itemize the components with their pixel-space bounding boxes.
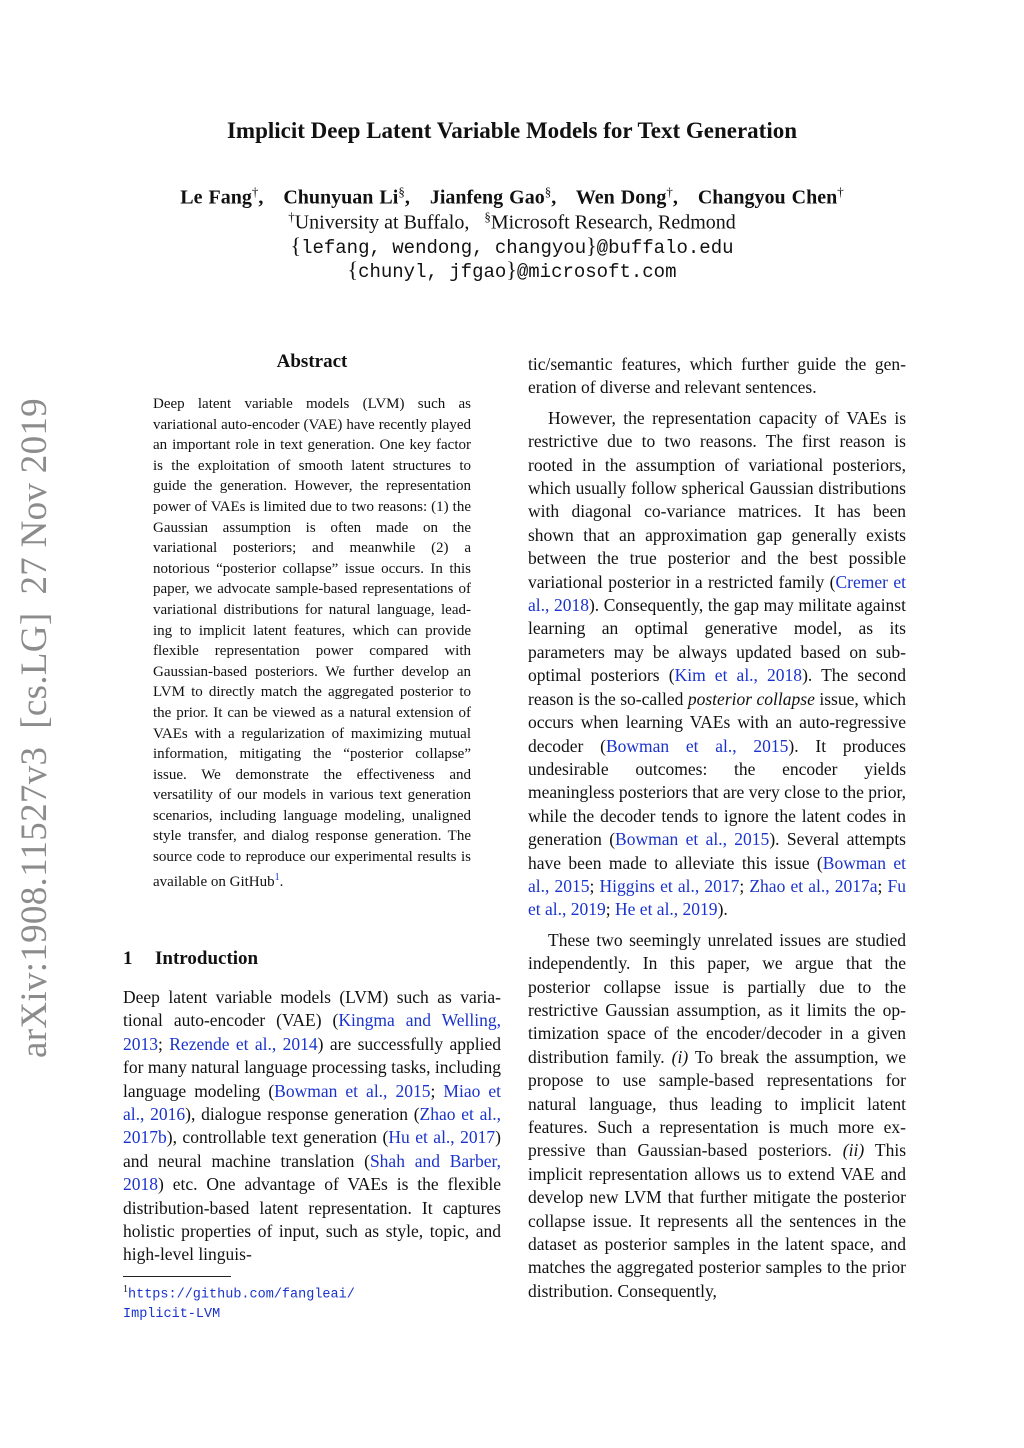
punctuation: . <box>279 873 284 890</box>
text: ; <box>430 1080 444 1101</box>
text: This implicit representation allows us to extend VAE and develop new LVM that further mitigate the posterior collapse issue. It represents all the sentences in the dataset as posterior samples in the latent space, and matches the aggregated posterior samples to the prior distribution. Consequently, <box>528 1140 907 1301</box>
citation-link[interactable]: Shah and Barber, 2018 <box>123 1150 501 1195</box>
citation-link[interactable]: He et al., 2019 <box>615 899 718 920</box>
affiliation-mark: † <box>288 209 295 224</box>
affiliation-name: University at Buffalo, <box>294 211 470 234</box>
citation-link[interactable]: Miao et al., 2016 <box>123 1080 501 1125</box>
email-users: lefang, wendong, changyou <box>301 237 587 259</box>
text: To break the assumption, we propose to use sample-based representations for natural language, thus leading to implicit latent features. Such a representation is much more expressive than Gaussian-based posteriors. <box>528 1046 906 1161</box>
citation-link[interactable]: Zhao et al., 2017b <box>123 1104 501 1148</box>
text: ) and neural machine translation ( <box>123 1127 501 1171</box>
email-users: chunyl, jfgao <box>358 261 507 283</box>
text: ) etc. One advantage of VAEs is the flexible distribution-based latent representation. It captures holistic properties of input, such as style, topic, and high-level linguis- <box>123 1174 501 1265</box>
affiliation-mark: † <box>251 184 259 199</box>
section-heading <box>123 948 258 970</box>
citation-link[interactable]: Fu et al., 2019 <box>528 875 906 920</box>
author-name: Chunyuan Li <box>283 186 399 209</box>
affiliation-mark: † <box>837 184 844 199</box>
separator: , <box>404 186 410 209</box>
affiliation-mark: § <box>398 184 405 199</box>
citation-link[interactable]: Higgins et al., 2017 <box>599 875 740 896</box>
affiliation-name: Microsoft Research, Redmond <box>490 211 736 234</box>
text: ; <box>158 1033 170 1054</box>
paragraph <box>528 929 906 1304</box>
separator: , <box>672 186 678 209</box>
citation-link[interactable]: Bowman et al., 2015 <box>615 829 770 850</box>
text: Deep latent variable models (LVM) such as variational auto-encoder (VAE) ( <box>123 987 501 1031</box>
author-list <box>0 184 1024 210</box>
citation-link[interactable]: Kim et al., 2018 <box>674 665 803 686</box>
citation-link[interactable]: Bowman et al., 2015 <box>274 1080 431 1101</box>
footnote-mark: 1 <box>123 1284 128 1295</box>
right-column <box>528 353 906 1310</box>
emphasis: (i) <box>671 1046 689 1067</box>
brace: } <box>586 233 597 258</box>
text: issue, which occurs when learning VAEs with an auto-regressive decoder ( <box>528 688 907 756</box>
citation-link[interactable]: Bowman et al., 2015 <box>528 852 906 896</box>
text: ) are successfully applied for many natural language processing tasks, including language modeling ( <box>123 1033 501 1101</box>
citation-link[interactable]: Zhao et al., 2017a <box>749 875 878 896</box>
text: ; <box>589 875 600 896</box>
text: ; <box>605 899 616 920</box>
arxiv-category: [cs.LG] <box>14 612 55 729</box>
affiliation-mark: § <box>544 184 552 199</box>
abstract-text: Deep latent variable models (LVM) such as variational auto-encoder (VAE) have recently played an important role in text generation. One key factor is the exploitation of smooth latent structures to guide the generation. However, the representation power of VAEs is limited due to two reasons: (1) the Gaussian assumption is often made on the variational posteriors; and meanwhile (2) a notorious “posterior collapse” issue occurs. In this paper, we advocate sample-based representations of variational distributions for natural language, leading to implicit latent features, which can provide flexible representation power compared with Gaussian-based posteriors. We further develop an LVM to directly match the aggregated posterior to the prior. It can be viewed as a natural extension of VAEs with a regularization of maximizing mutual information, mitigating the “posterior collapse” issue. We demonstrate the effectiveness and versatility of our models in various text generation scenarios, including language modeling, unaligned style transfer, and dialog response generation. The source code to reproduce our experimental results is available on GitHub <box>153 396 471 890</box>
text: ; <box>877 875 888 896</box>
text: ). <box>717 899 728 920</box>
citation-link[interactable]: Rezende et al., 2014 <box>169 1033 318 1054</box>
abstract-body <box>153 394 471 892</box>
abstract-heading: Abstract <box>276 351 348 372</box>
arxiv-date: 27 Nov 2019 <box>14 398 55 595</box>
footnote-url[interactable]: Implicit-LVM <box>123 1306 221 1322</box>
paper-title: Implicit Deep Latent Variable Models for Text Generation <box>226 118 798 143</box>
email-domain: @buffalo.edu <box>596 237 734 259</box>
text: ), dialogue response generation ( <box>185 1104 420 1125</box>
brace: } <box>506 257 517 282</box>
author-name: Changyou Chen <box>697 186 838 209</box>
intro-paragraph <box>123 986 501 1267</box>
emphasis: (ii) <box>842 1140 865 1161</box>
brace: { <box>290 233 302 258</box>
text: ). Several attempts have been made to alleviate this issue ( <box>528 829 906 873</box>
paragraph <box>528 353 906 400</box>
footnote-rule <box>123 1276 231 1277</box>
email-line <box>0 257 1024 283</box>
separator: , <box>258 186 264 209</box>
author-name: Le Fang <box>180 186 252 209</box>
text: ), controllable text generation ( <box>166 1127 389 1148</box>
section-number: 1 <box>123 948 133 969</box>
text: ). The second reason is the so-called <box>528 665 906 709</box>
footnote <box>123 1280 501 1324</box>
separator: , <box>551 186 557 209</box>
author-name: Jianfeng Gao <box>429 186 545 209</box>
citation-link[interactable]: Bowman et al., 2015 <box>605 735 789 756</box>
footnote-ref[interactable]: 1 <box>274 871 280 883</box>
text: ). Consequently, the gap may militate against learning an optimal generative model, as its parameters may be always updated based on sub-optimal posteriors ( <box>528 595 906 686</box>
affiliations <box>0 209 1024 235</box>
affiliation-mark: † <box>666 184 673 199</box>
text: However, the representation capacity of VAEs is restrictive due to two reasons. The first reason is rooted in the assumption of variational posteriors, which usually follow spherical Gaussian distributions with diagonal co-variance matrices. It has been shown that an approximation gap generally exists between the true posterior and the best possible variational posterior in a restricted family ( <box>528 407 906 592</box>
affiliation-mark: § <box>484 209 491 224</box>
paragraph <box>528 407 906 922</box>
text: ). It produces undesirable outcomes: the encoder yields meaningless posteriors that are very close to the prior, while the decoder tends to ignore the latent codes in generation ( <box>528 735 906 850</box>
brace: { <box>347 257 359 282</box>
citation-link[interactable]: Cremer et al., 2018 <box>528 571 906 616</box>
emphasis: posterior collapse <box>687 688 815 709</box>
email-line <box>0 233 1024 259</box>
footnote-url[interactable]: https://github.com/fangleai/ <box>128 1287 355 1303</box>
text: tic/semantic features, which further guide the generation of diverse and relevant sentences. <box>528 354 906 398</box>
text: These two seemingly unrelated issues are studied independently. In this paper, we argue that the posterior collapse issue is partially due to the restrictive Gaussian assumption, as it limits the optimization space of the encoder/decoder in a given distribution family. <box>528 929 906 1067</box>
citation-link[interactable]: Hu et al., 2017 <box>388 1127 496 1148</box>
citation-link[interactable]: Kingma and Welling, 2013 <box>123 1010 501 1054</box>
section-title: Introduction <box>155 948 259 969</box>
email-domain: @microsoft.com <box>516 261 677 283</box>
author-name: Wen Dong <box>575 186 667 209</box>
arxiv-id: arXiv:1908.11527v3 <box>14 746 55 1058</box>
arxiv-side-stamp <box>13 380 56 1058</box>
text: ; <box>739 875 750 896</box>
